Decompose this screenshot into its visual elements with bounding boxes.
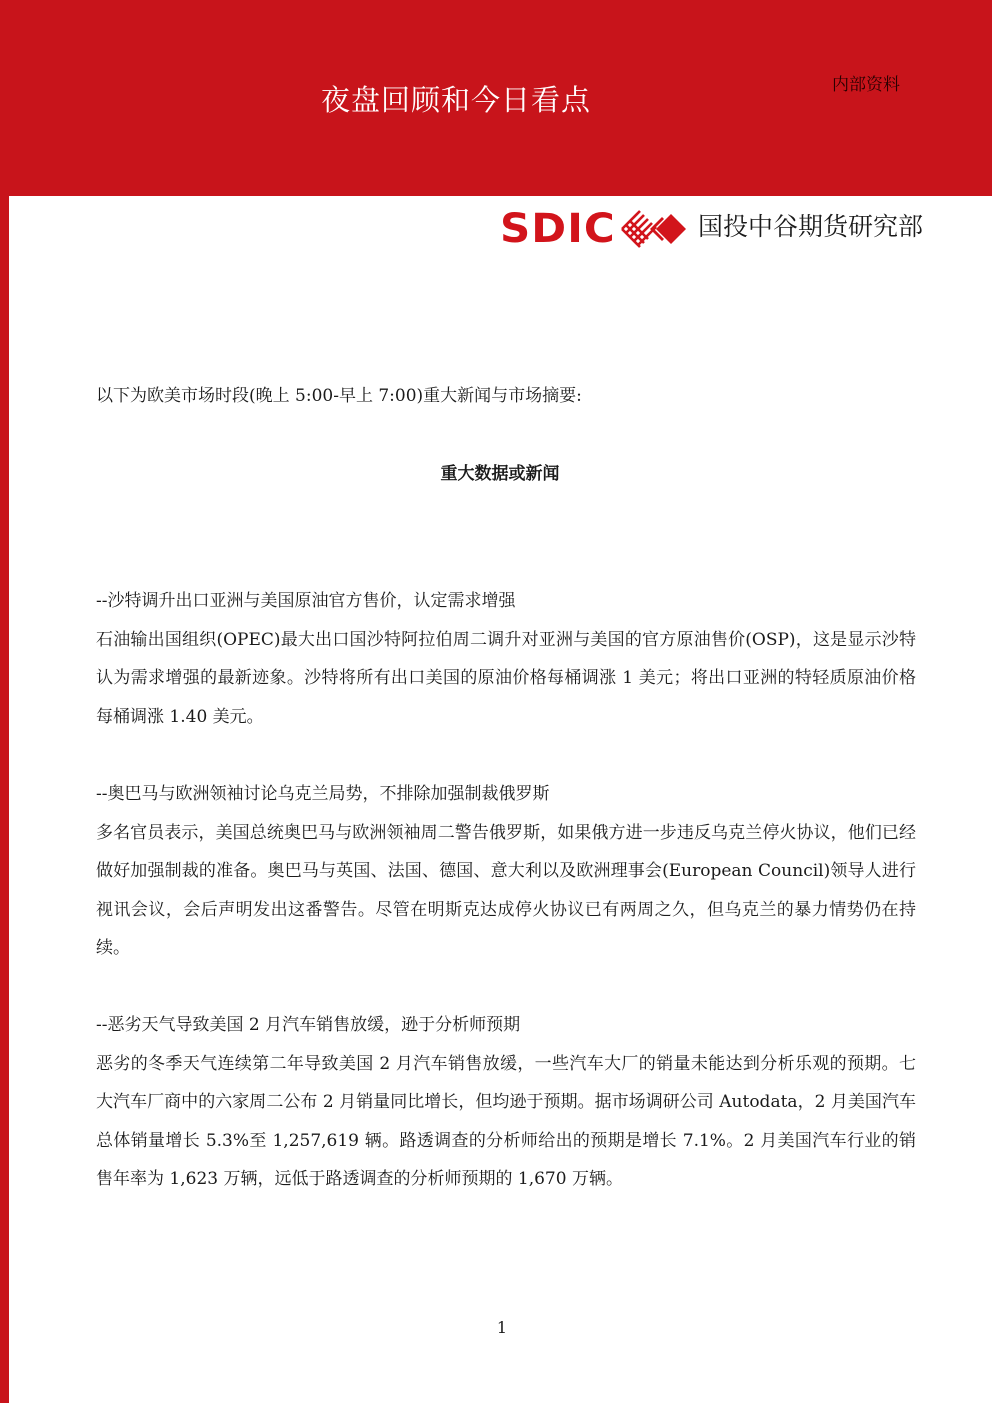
department-name: 国投中谷期货研究部 bbox=[698, 212, 924, 241]
section-title: 重大数据或新闻 bbox=[440, 464, 560, 484]
brand-wordmark: SDIC bbox=[500, 206, 616, 252]
news-body: 石油输出国组织(OPEC)最大出口国沙特阿拉伯周二调升对亚洲与美国的官方原油售价(OSP)，这是显示沙特认为需求增强的最新迹象。沙特将所有出口美国的原油价格每桶调涨 1 美元；将出口亚洲的特轻质原油价格每桶调涨 1.40 美元。 bbox=[96, 629, 916, 727]
news-body: 多名官员表示，美国总统奥巴马与欧洲领袖周二警告俄罗斯，如果俄方进一步违反乌克兰停火协议，他们已经做好加强制裁的准备。奥巴马与英国、法国、德国、意大利以及欧洲理事会(European Council)领导人进行视讯会议，会后声明发出这番警告。尽管在明斯克达成停火协议已有两周之久，但乌克兰的暴力情势仍在持续。 bbox=[96, 822, 916, 958]
sdic-stripes-icon bbox=[620, 208, 690, 250]
page-number: 1 bbox=[496, 1318, 508, 1337]
sdic-logo bbox=[500, 205, 690, 253]
news-body: 恶劣的冬季天气连续第二年导致美国 2 月汽车销售放缓，一些汽车大厂的销量未能达到分析乐观的预期。七大汽车厂商中的六家周二公布 2 月销量同比增长，但均逊于预期。据市场调研公司 Autodata，2 月美国汽车总体销量增长 5.3%至 1,257,619 辆。路透调查的分析师给出的预期是增长 7.1%。2 月美国汽车行业的销售年率为 1,623 万辆，远低于路透调查的分析师预期的 1,670 万辆。 bbox=[96, 1053, 916, 1189]
left-accent-bar bbox=[0, 196, 9, 1403]
news-item bbox=[96, 775, 916, 968]
news-headline: --奥巴马与欧洲领袖讨论乌克兰局势，不排除加强制裁俄罗斯 bbox=[96, 784, 550, 804]
news-headline: --沙特调升出口亚洲与美国原油官方售价，认定需求增强 bbox=[96, 591, 516, 611]
news-headline: --恶劣天气导致美国 2 月汽车销售放缓，逊于分析师预期 bbox=[96, 1015, 521, 1035]
news-item bbox=[96, 582, 916, 736]
page-title: 夜盘回顾和今日看点 bbox=[320, 83, 591, 117]
news-item bbox=[96, 1006, 916, 1199]
internal-label: 内部资料 bbox=[832, 75, 900, 95]
intro-text: 以下为欧美市场时段(晚上 5:00-早上 7:00)重大新闻与市场摘要: bbox=[96, 386, 582, 406]
